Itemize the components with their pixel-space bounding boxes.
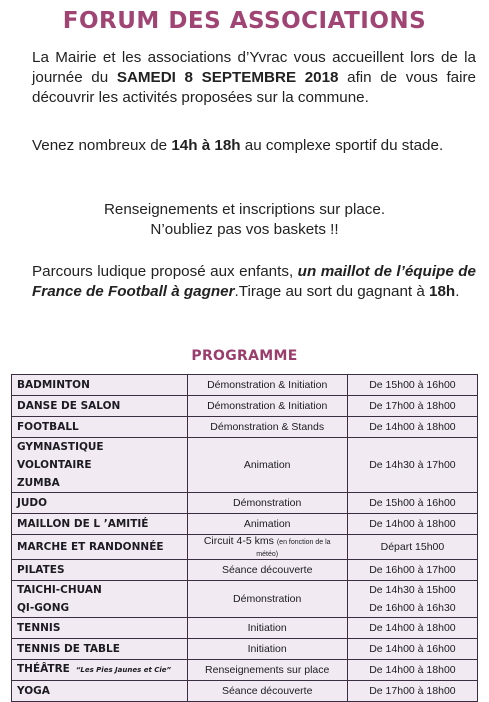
time-text: De 17h00 à 18h00 <box>369 400 456 412</box>
programme-title: PROGRAMME <box>191 348 298 364</box>
description-cell <box>187 514 347 535</box>
description-cell <box>187 581 347 618</box>
description-cell <box>187 438 347 493</box>
intro-text: La Mairie et les associations d’Yvrac vous accueillent lors de la journée du <box>32 49 476 86</box>
table-row <box>12 560 478 581</box>
activity-name: GYMNASTIQUE VOLONTAIRE <box>17 441 104 471</box>
kids-text-mid: .Tirage au sort du gagnant à <box>234 283 430 300</box>
time-text: De 14h00 à 18h00 <box>369 421 456 433</box>
end-time: 18h <box>214 137 241 154</box>
table-row <box>12 438 478 493</box>
time-cell <box>347 660 477 681</box>
activity-cell <box>12 375 188 396</box>
page-title: FORUM DES ASSOCIATIONS <box>62 8 427 34</box>
description-text: Séance découverte <box>221 685 313 697</box>
description-cell <box>187 417 347 438</box>
programme-table <box>11 374 478 702</box>
hours-location: au complexe sportif du stade. <box>240 137 444 154</box>
activity-name: FOOTBALL <box>17 420 79 433</box>
hours-paragraph <box>32 136 476 156</box>
activity-cell <box>12 581 188 618</box>
table-row <box>12 681 478 702</box>
activity-cell <box>12 396 188 417</box>
description-cell <box>187 681 347 702</box>
time-text-secondary: De 16h00 à 16h30 <box>369 602 456 614</box>
kids-text: Parcours ludique proposé aux enfants, <box>32 263 298 280</box>
time-text: De 15h00 à 16h00 <box>369 497 456 509</box>
time-text: De 16h00 à 17h00 <box>369 564 456 576</box>
activity-name: BADMINTON <box>17 378 90 391</box>
time-cell <box>347 560 477 581</box>
time-text: Départ 15h00 <box>380 541 445 553</box>
activity-cell <box>12 639 188 660</box>
description-cell <box>187 375 347 396</box>
time-cell <box>347 535 477 560</box>
time-cell <box>347 438 477 493</box>
hours-separator: à <box>197 137 215 154</box>
description-cell <box>187 639 347 660</box>
time-cell <box>347 639 477 660</box>
description-cell <box>187 618 347 639</box>
description-text: Animation <box>243 459 291 471</box>
activity-cell <box>12 660 188 681</box>
table-row <box>12 581 478 618</box>
description-note: (en fonction de la météo) <box>256 539 331 558</box>
description-text: Initiation <box>247 622 287 634</box>
table-row <box>12 660 478 681</box>
prize-highlight: un maillot de l’équipe de France de Football à gagner <box>32 263 476 300</box>
info-line-2: N’oubliez pas vos baskets !! <box>150 221 339 238</box>
activity-name: THÉÂTRE <box>17 663 70 675</box>
description-text: Initiation <box>247 643 287 655</box>
table-row <box>12 535 478 560</box>
start-time: 14h <box>171 137 198 154</box>
table-row <box>12 493 478 514</box>
intro-paragraph <box>32 48 476 108</box>
table-row <box>12 417 478 438</box>
description-text: Démonstration <box>233 497 302 509</box>
activity-cell <box>12 493 188 514</box>
time-text: De 14h00 à 16h00 <box>369 643 456 655</box>
table-row <box>12 618 478 639</box>
description-text: Démonstration & Stands <box>210 421 325 433</box>
description-cell <box>187 560 347 581</box>
info-line-1: Renseignements et inscriptions sur place. <box>103 201 386 218</box>
table-row <box>12 396 478 417</box>
activity-name-secondary: QI-GONG <box>17 602 70 614</box>
activity-name: TAICHI-CHUAN <box>17 584 102 596</box>
activity-cell <box>12 618 188 639</box>
description-text: Séance découverte <box>221 564 313 576</box>
description-cell <box>187 660 347 681</box>
description-text: Renseignements sur place <box>205 664 330 676</box>
kids-text-end: . <box>455 283 460 300</box>
time-text: De 15h00 à 16h00 <box>369 379 456 391</box>
activity-name: JUDO <box>17 496 48 509</box>
activity-name: PILATES <box>17 563 65 576</box>
time-text: De 14h00 à 18h00 <box>369 518 456 530</box>
hours-text: Venez nombreux de <box>32 137 172 154</box>
description-text: Démonstration & Initiation <box>207 379 328 391</box>
activity-cell <box>12 417 188 438</box>
table-row <box>12 375 478 396</box>
time-cell <box>347 417 477 438</box>
description-text: Démonstration <box>233 593 302 605</box>
intro-text-end: afin de vous faire découvrir les activités proposées sur la commune. <box>32 69 476 106</box>
activity-name: MAILLON DE L ’AMITIÉ <box>17 517 149 530</box>
activity-cell <box>12 681 188 702</box>
time-cell <box>347 581 477 618</box>
kids-paragraph <box>32 262 476 302</box>
activity-name-secondary: ZUMBA <box>17 477 60 489</box>
time-text: De 14h30 à 17h00 <box>369 459 456 471</box>
activity-name: TENNIS DE TABLE <box>17 642 120 655</box>
activity-name: MARCHE ET RANDONNÉE <box>17 540 164 553</box>
time-text: De 14h30 à 15h00 <box>369 584 456 596</box>
activity-cell <box>12 560 188 581</box>
activity-name: TENNIS <box>17 621 61 634</box>
description-cell <box>187 493 347 514</box>
table-row <box>12 639 478 660</box>
time-text: De 14h00 à 18h00 <box>369 664 456 676</box>
description-text: Animation <box>243 518 291 530</box>
activity-note: “Les Pies Jaunes et Cie” <box>75 666 172 674</box>
table-row <box>12 514 478 535</box>
time-text: De 17h00 à 18h00 <box>369 685 456 697</box>
time-cell <box>347 618 477 639</box>
time-cell <box>347 514 477 535</box>
event-date: SAMEDI 8 SEPTEMBRE 2018 <box>116 69 339 86</box>
time-cell <box>347 375 477 396</box>
time-cell <box>347 681 477 702</box>
description-cell <box>187 535 347 560</box>
activity-name: DANSE DE SALON <box>17 399 121 412</box>
time-text: De 14h00 à 18h00 <box>369 622 456 634</box>
draw-time: 18h <box>429 283 456 300</box>
activity-cell <box>12 514 188 535</box>
description-cell <box>187 396 347 417</box>
description-text: Circuit 4-5 kms <box>203 535 274 547</box>
activity-name: YOGA <box>17 684 50 697</box>
description-text: Démonstration & Initiation <box>207 400 328 412</box>
activity-cell <box>12 438 188 493</box>
activity-cell <box>12 535 188 560</box>
time-cell <box>347 396 477 417</box>
time-cell <box>347 493 477 514</box>
